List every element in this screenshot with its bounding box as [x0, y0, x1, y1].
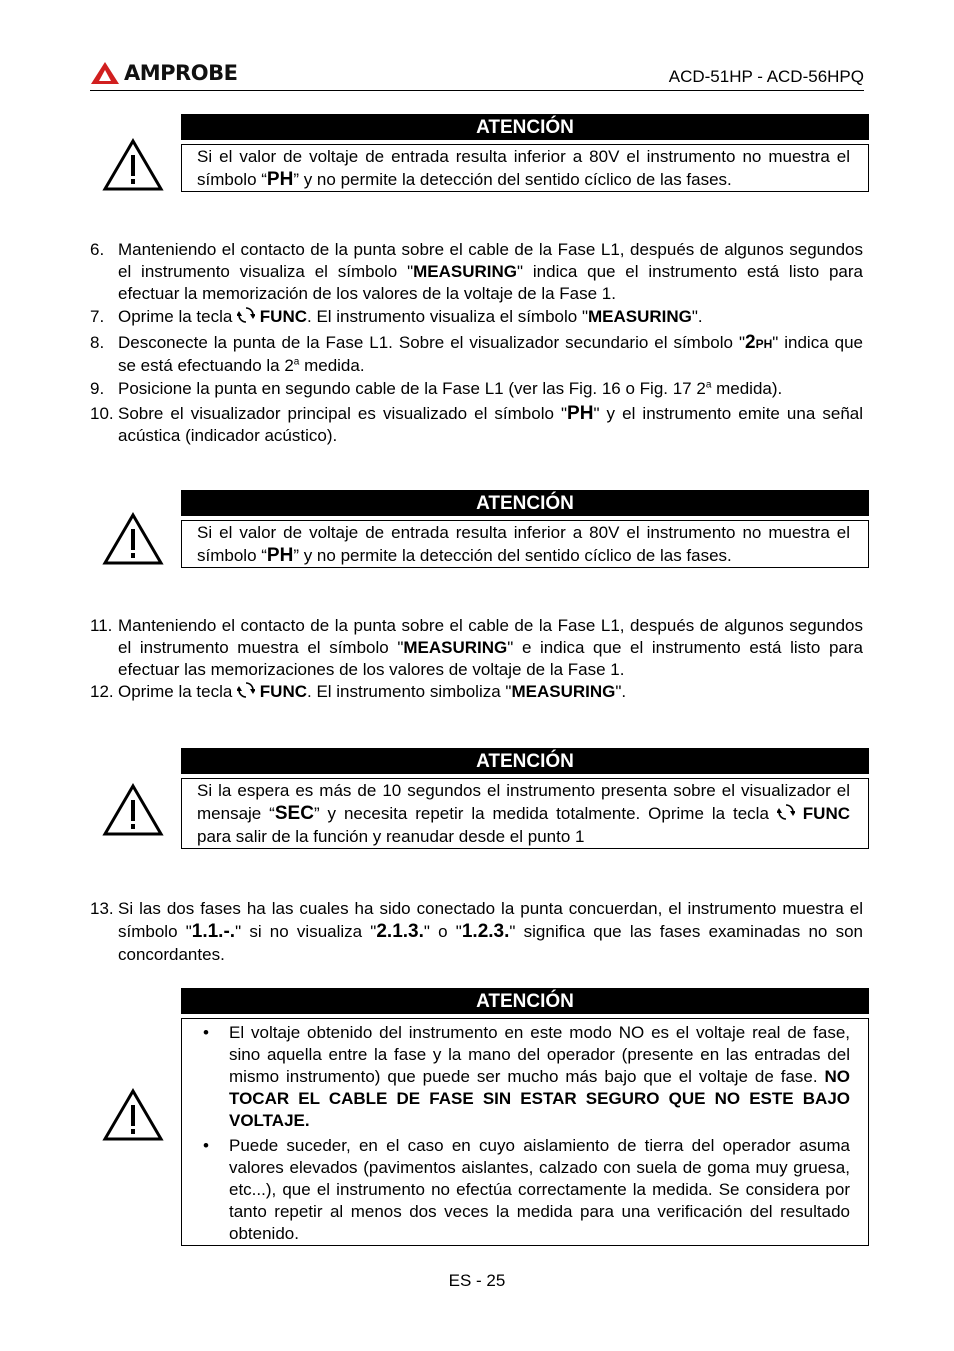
warning-text: [181, 1018, 869, 1246]
step-7: 7. Oprime la tecla FUNC. El instrumento visualiza el símbolo "MEASURING".: [90, 307, 703, 326]
brand-name: AMPROBE: [124, 61, 238, 85]
step-8: 8. Desconecte la punta de la Fase L1. Sobre el visualizador secundario el símbolo "2PH" indica que se está efectuando la 2$^a$ medida.: [90, 332, 863, 375]
steps-6-10: [90, 239, 863, 447]
step-13: 13. Si las dos fases ha las cuales ha sido conectado la punta concuerdan, el instrumento muestra el símbolo "1.1.-." si no visualiza "2.1.3." o "1.2.3." significa que las fases examinadas no son concordantes.: [90, 899, 863, 964]
page-number: ES - 25: [448, 1271, 506, 1290]
warning-text: Si el valor de voltaje de entrada resulta inferior a 80V el instrumento no muestra el símbolo “PH” y no permite la detección del sentido cíclico de las fases.: [181, 520, 869, 568]
bullet-item: • Puede suceder, en el caso en cuyo aislamiento de tierra del operador asuma valores elevados (pavimentos aislantes, calzado con suela de goma muy gruesa, etc...), que el instrumento no efectúa correctamente la medida. Se considera por tanto repetir al menos dos veces la medida para una verificación del resultado obtenido.: [197, 1135, 850, 1245]
func-key-icon: [237, 306, 255, 324]
step-12: 12. Oprime la tecla FUNC. El instrumento simboliza "MEASURING".: [90, 682, 627, 701]
warning-box-3: [181, 748, 869, 849]
ph-symbol: PH: [266, 545, 294, 566]
ph-symbol: PH: [266, 169, 294, 190]
warning-bullets: [197, 1022, 850, 1245]
step-6: 6. Manteniendo el contacto de la punta sobre el cable de la Fase L1, después de algunos segundos el instrumento visualiza el símbolo "MEASURING" indica que el instrumento está listo para efectuar la memorización de los valores de la voltaje de la Fase 1.: [90, 240, 863, 303]
warning-title: ATENCIÓN: [181, 114, 869, 140]
step-9: 9. Posicione la punta en segundo cable de la Fase L1 (ver las Fig. 16 o Fig. 17 2$^a$ medida).: [90, 379, 783, 398]
warning-title: ATENCIÓN: [181, 748, 869, 774]
warning-box-1: [181, 114, 869, 192]
warning-triangle-icon: [102, 783, 164, 837]
warning-triangle-icon: [102, 138, 164, 192]
warning-box-4: [181, 988, 869, 1246]
bullet-item: • El voltaje obtenido del instrumento en este modo NO es el voltaje real de fase, sino aquella entre la fase y la mano del operador (presente en las entradas del mismo instrumento) que puede ser mucho más bajo que el voltaje de fase. NO TOCAR EL CABLE DE FASE SIN ESTAR SEGURO QUE NO ESTE BAJO VOLTAJE.: [197, 1022, 850, 1132]
warning-text: Si la espera es más de 10 segundos el instrumento presenta sobre el visualizador el mensaje “SEC” y necesita repetir la medida totalmente. Oprime la tecla FUNC para salir de la función y reanudar desde el punto 1: [181, 778, 869, 849]
warning-title: ATENCIÓN: [181, 988, 869, 1014]
brand-logo: [90, 60, 237, 86]
sec-symbol: SEC: [274, 803, 314, 824]
warning-text: Si el valor de voltaje de entrada resulta inferior a 80V el instrumento no muestra el símbolo “PH” y no permite la detección del sentido cíclico de las fases.: [181, 144, 869, 192]
warning-box-2: [181, 490, 869, 568]
func-key-icon: [237, 681, 255, 699]
warning-triangle-icon: [102, 512, 164, 566]
steps-11-12: [90, 615, 863, 703]
step-10: 10. Sobre el visualizador principal es visualizado el símbolo "PH" y el instrumento emite una señal acústica (indicador acústico).: [90, 403, 864, 445]
model-name: ACD-51HP - ACD-56HPQ: [668, 67, 864, 86]
warning-title: ATENCIÓN: [181, 490, 869, 516]
warning-triangle-icon: [102, 1088, 164, 1142]
header-divider: [90, 90, 864, 91]
amprobe-logo-icon: [90, 61, 120, 85]
func-key-icon: [777, 803, 795, 821]
step-13-block: [90, 897, 863, 966]
step-11: 11. Manteniendo el contacto de la punta sobre el cable de la Fase L1, después de algunos segundos el instrumento muestra el símbolo "MEASURING" e indica que el instrumento está listo para efectuar las memorizaciones de los valores de voltaje de la Fase 1.: [90, 616, 863, 679]
